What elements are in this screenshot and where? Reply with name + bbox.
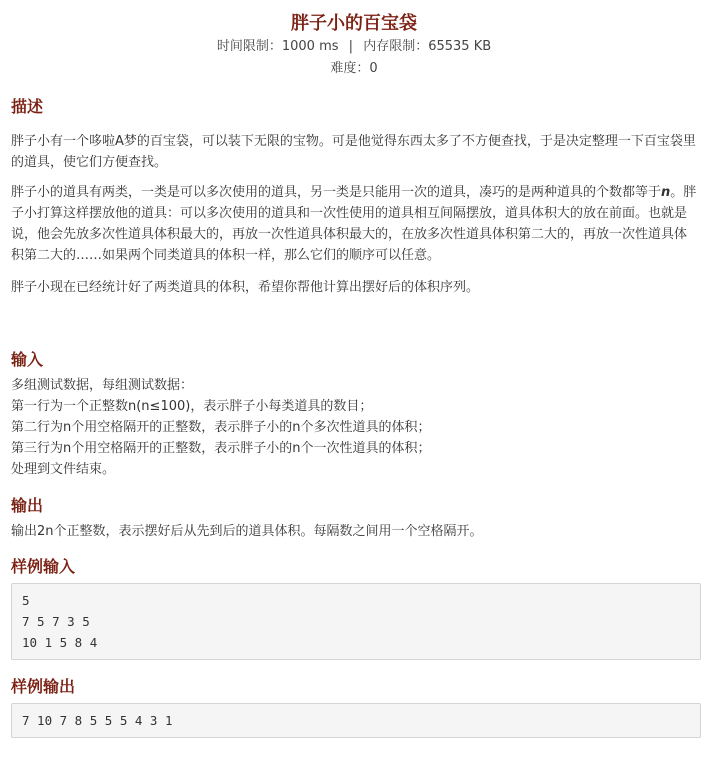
sample-input-section bbox=[0, 556, 708, 660]
problem-header bbox=[0, 0, 708, 80]
output-heading: 输出 bbox=[11, 496, 44, 515]
sample-output-heading: 样例输出 bbox=[11, 677, 76, 696]
input-line: 第二行为n个用空格隔开的正整数，表示胖子小的n个多次性道具的体积； bbox=[11, 420, 431, 435]
description-p2-before: 胖子小的道具有两类，一类是可以多次使用的道具，另一类是只能用一次的道具，凑巧的是两种道具的个数都等于 bbox=[11, 185, 662, 200]
output-description: 输出2n个正整数，表示摆好后从先到后的道具体积。每隔数之间用一个空格隔开。 bbox=[11, 524, 483, 539]
description-section bbox=[0, 96, 708, 298]
memory-limit-value: 65535 KB bbox=[428, 39, 492, 54]
difficulty-line bbox=[0, 58, 708, 80]
input-heading: 输入 bbox=[11, 350, 44, 369]
problem-title: 胖子小的百宝袋 bbox=[291, 13, 417, 34]
sample-input-line: 7 5 7 3 5 bbox=[22, 614, 90, 629]
description-paragraph-2 bbox=[0, 182, 708, 266]
input-line: 多组测试数据，每组测试数据： bbox=[11, 378, 194, 393]
time-limit-label: 时间限制： bbox=[216, 39, 282, 54]
description-p2-after: 。胖子小打算这样摆放他的道具：可以多次使用的道具和一次性使用的道具相互间隔摆放，道具体积大的放在前面。也就是说，他会先放多次性道具体积最大的，再放一次性道具体积最大的，在放多次性道具体积第二大的，再放一次性道具体积第二大的……如果两个同类道具的体积一样，那么它们的顺序可以任意。 bbox=[11, 185, 697, 263]
sample-input-line: 5 bbox=[22, 593, 30, 608]
sample-input-line: 10 1 5 8 4 bbox=[22, 635, 98, 650]
description-heading: 描述 bbox=[11, 97, 44, 116]
input-line: 第三行为n个用空格隔开的正整数，表示胖子小的n个一次性道具的体积； bbox=[11, 441, 431, 456]
input-description bbox=[0, 375, 708, 480]
description-p2-variable: n bbox=[661, 185, 671, 200]
output-section bbox=[0, 495, 708, 542]
time-limit-value: 1000 ms bbox=[281, 39, 339, 54]
sample-input-heading: 样例输入 bbox=[11, 557, 76, 576]
description-paragraph-3: 胖子小现在已经统计好了两类道具的体积，希望你帮他计算出摆好后的体积序列。 bbox=[11, 280, 480, 295]
sample-output-section bbox=[0, 676, 708, 738]
memory-limit-label: 内存限制： bbox=[363, 39, 429, 54]
input-line: 第一行为一个正整数n(n≤100)，表示胖子小每类道具的数目； bbox=[11, 399, 373, 414]
input-line: 处理到文件结束。 bbox=[11, 462, 116, 477]
sample-output-line: 7 10 7 8 5 5 5 4 3 1 bbox=[22, 713, 173, 728]
sample-input-box bbox=[11, 583, 701, 660]
difficulty-value: 0 bbox=[369, 61, 378, 76]
input-section bbox=[0, 349, 708, 480]
limits-separator: | bbox=[348, 39, 354, 54]
sample-output-box bbox=[11, 703, 701, 738]
description-paragraph-1: 胖子小有一个哆啦A梦的百宝袋，可以装下无限的宝物。可是他觉得东西太多了不方便查找，于是决定整理一下百宝袋里的道具，使它们方便查找。 bbox=[11, 134, 696, 170]
difficulty-label: 难度： bbox=[330, 61, 370, 76]
limits-line bbox=[0, 36, 708, 58]
